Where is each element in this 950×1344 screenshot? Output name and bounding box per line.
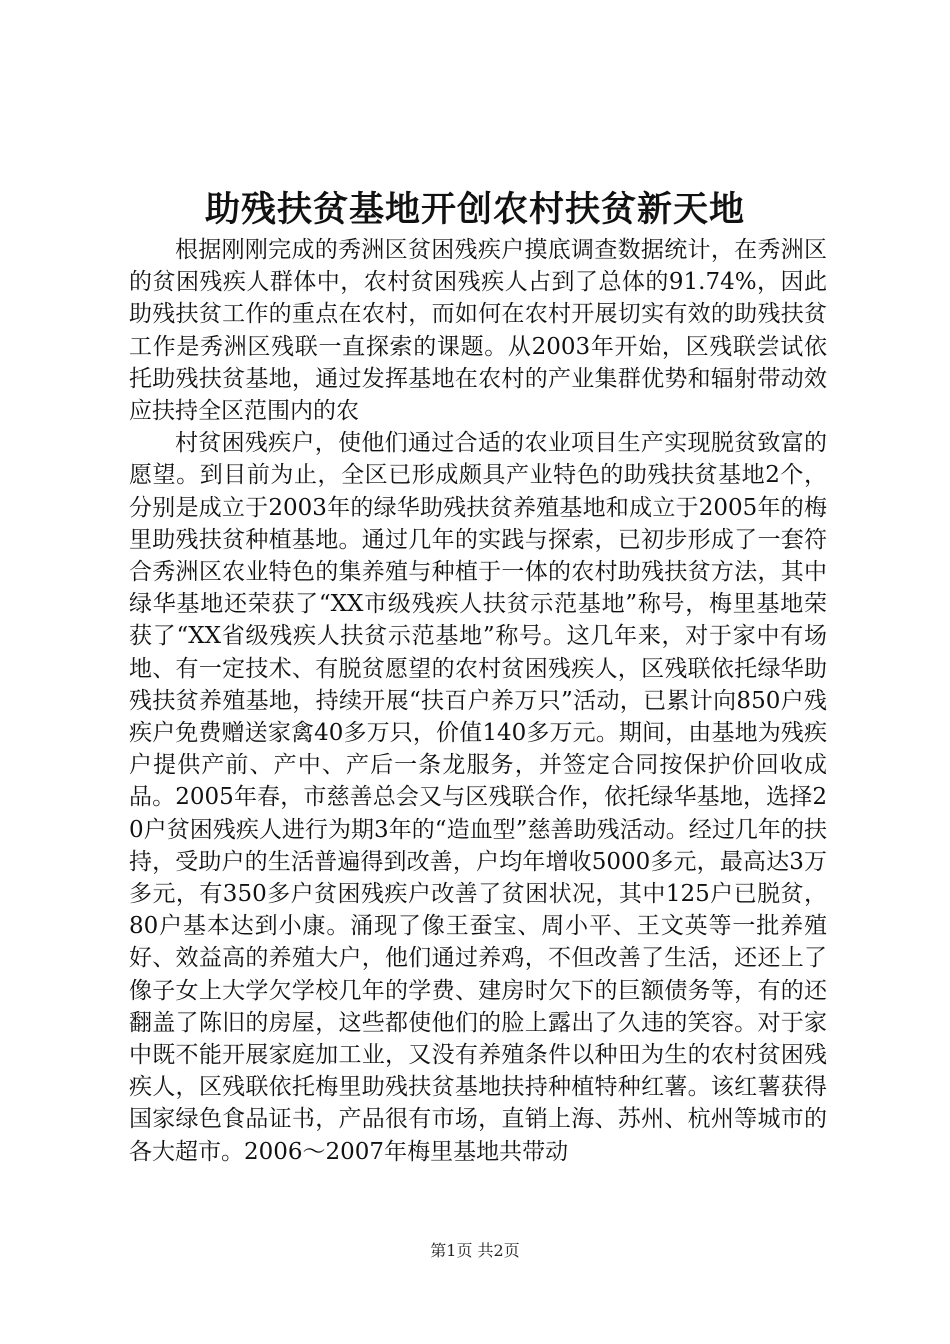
paragraph-1: 根据刚刚完成的秀洲区贫困残疾户摸底调查数据统计，在秀洲区的贫困残疾人群体中，农村贫困残疾人占到了总体的91.74%，因此助残扶贫工作的重点在农村，而如何在农村开展切实有效的助残扶贫工作是秀洲区残联一直探索的课题。从2003年开始，区残联尝试依托助残扶贫基地，通过发挥基地在农村的产业集群优势和辐射带动效应扶持全区范围内的农	[129, 237, 827, 425]
paragraph-2: 村贫困残疾户，使他们通过合适的农业项目生产实现脱贫致富的愿望。到目前为止，全区已形成颇具产业特色的助残扶贫基地2个，分别是成立于2003年的绿华助残扶贫养殖基地和成立于2005年的梅里助残扶贫种植基地。通过几年的实践与探索，已初步形成了一套符合秀洲区农业特色的集养殖与种植于一体的农村助残扶贫方法，其中绿华基地还荣获了“XX市级残疾人扶贫示范基地”称号，梅里基地荣获了“XX省级残疾人扶贫示范基地”称号。这几年来，对于家中有场地、有一定技术、有脱贫愿望的农村贫困残疾人，区残联依托绿华助残扶贫养殖基地，持续开展“扶百户养万只”活动，已累计向850户残疾户免费赠送家禽40多万只，价值140多万元。期间，由基地为残疾户提供产前、产中、产后一条龙服务，并签定合同按保护价回收成品。2005年春，市慈善总会又与区残联合作，依托绿华基地，选择20户贫困残疾人进行为期3年的“造血型”慈善助残活动。经过几年的扶持，受助户的生活普遍得到改善，户均年增收5000多元，最高达3万多元，有350多户贫困残疾户改善了贫困状况，其中125户已脱贫，80户基本达到小康。涌现了像王蚕宝、周小平、王文英等一批养殖好、效益高的养殖大户，他们通过养鸡，不但改善了生活，还还上了像子女上大学欠学校几年的学费、建房时欠下的巨额债务等，有的还翻盖了陈旧的房屋，这些都使他们的脸上露出了久违的笑容。对于家中既不能开展家庭加工业，又没有养殖条件以种田为生的农村贫困残疾人，区残联依托梅里助残扶贫基地扶持种植特种红薯。该红薯获得国家绿色食品证书，产品很有市场，直销上海、苏州、杭州等城市的各大超市。2006～2007年梅里基地共带动	[129, 430, 827, 1165]
document-title: 助残扶贫基地开创农村扶贫新天地	[204, 190, 745, 230]
document-body	[129, 234, 827, 1168]
page-number-footer: 第1页 共2页	[430, 1241, 520, 1260]
